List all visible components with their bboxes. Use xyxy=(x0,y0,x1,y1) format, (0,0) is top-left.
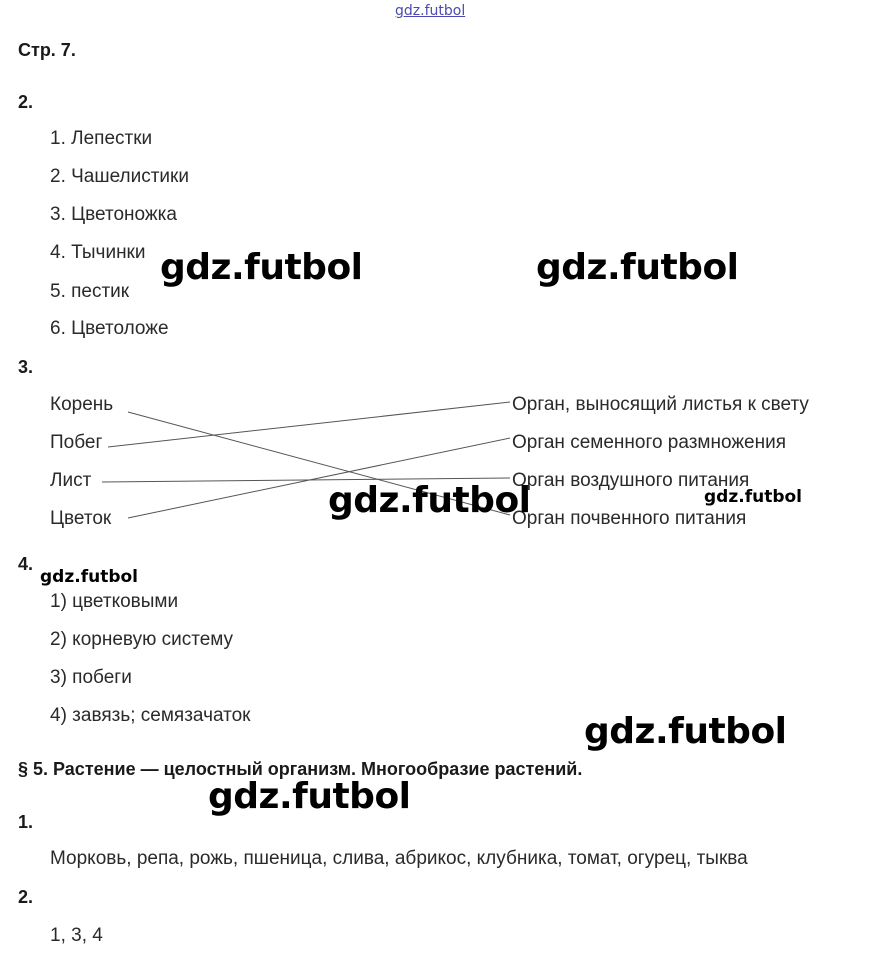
match-left-item: Цветок xyxy=(50,508,112,529)
match-left-item: Корень xyxy=(50,394,114,415)
s5-q1-answer: Морковь, репа, рожь, пшеница, слива, абрикос, клубника, томат, огурец, тыква xyxy=(50,848,748,869)
list-item: 1. Лепестки xyxy=(50,128,153,149)
watermark: gdz.futbol xyxy=(160,247,363,288)
list-item: 4. Тычинки xyxy=(50,242,146,263)
list-item: 5. пестик xyxy=(50,281,130,302)
list-item: 2. Чашелистики xyxy=(50,166,189,187)
match-left-item: Побег xyxy=(50,432,103,453)
s5-q2-number: 2. xyxy=(18,887,34,907)
list-item: 1) цветковыми xyxy=(50,591,179,612)
watermark: gdz.futbol xyxy=(40,567,138,587)
s5-q2-answer: 1, 3, 4 xyxy=(50,925,103,946)
match-right-item: Орган, выносящий листья к свету xyxy=(512,394,809,415)
section-title: § 5. Растение — целостный организм. Многообразие растений. xyxy=(18,759,583,779)
watermark: gdz.futbol xyxy=(584,711,787,752)
list-item: 4) завязь; семязачаток xyxy=(50,705,251,726)
watermark: gdz.futbol xyxy=(328,480,531,521)
watermark: gdz.futbol xyxy=(208,776,411,817)
list-item: 3. Цветоножка xyxy=(50,204,177,225)
s5-q1-number: 1. xyxy=(18,812,34,832)
match-line-pobeg xyxy=(108,402,510,447)
page-label: Стр. 7. xyxy=(18,40,76,60)
match-right-item: Орган семенного размножения xyxy=(512,432,787,453)
q2-number: 2. xyxy=(18,92,34,112)
watermark-top-link[interactable]: gdz.futbol xyxy=(395,3,466,19)
q3-number: 3. xyxy=(18,357,34,377)
match-right-item: Орган воздушного питания xyxy=(512,470,750,491)
q4-number: 4. xyxy=(18,554,34,574)
watermark: gdz.futbol xyxy=(704,487,802,507)
watermark: gdz.futbol xyxy=(536,247,739,288)
list-item: 2) корневую систему xyxy=(50,629,234,650)
match-left-item: Лист xyxy=(50,470,92,491)
list-item: 6. Цветоложе xyxy=(50,318,169,339)
match-right-item: Орган почвенного питания xyxy=(512,508,747,529)
list-item: 3) побеги xyxy=(50,667,132,688)
